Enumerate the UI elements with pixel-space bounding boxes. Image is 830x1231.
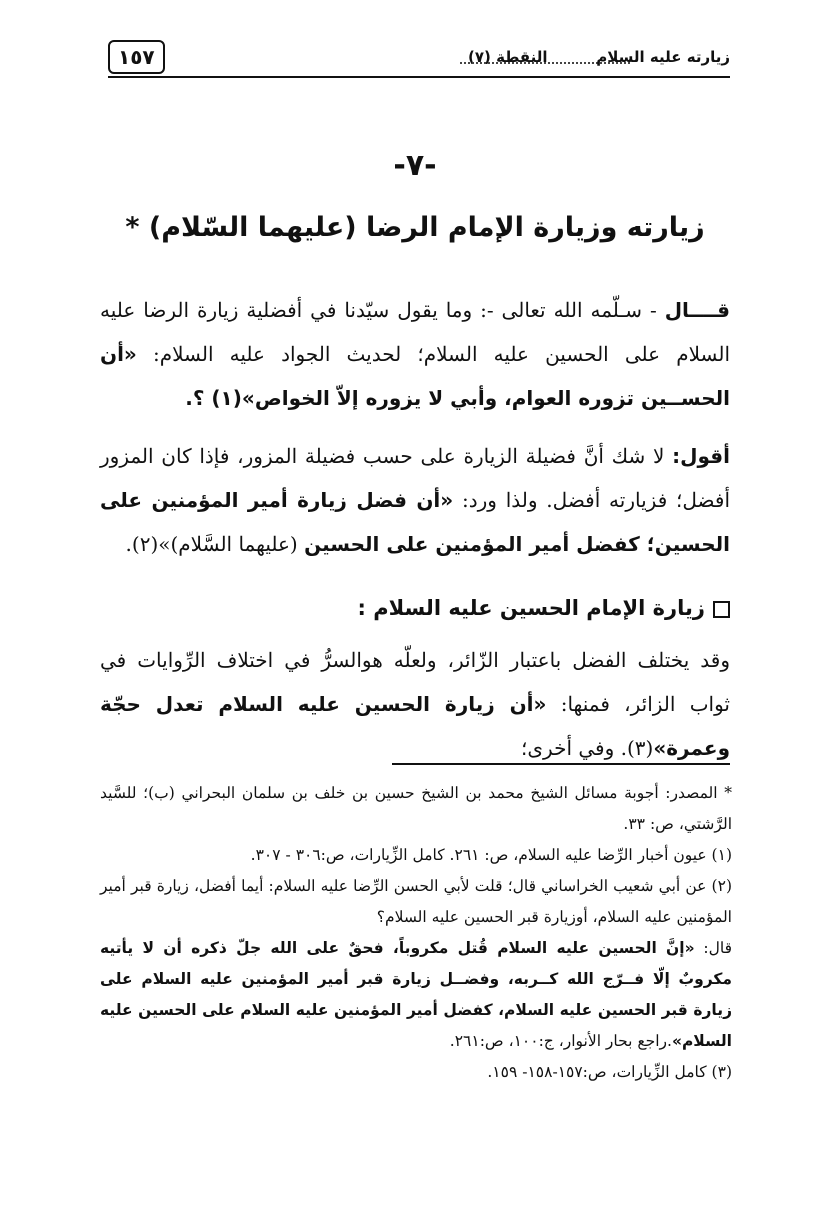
paragraph-text: (٣). وفي أخرى؛ bbox=[521, 736, 654, 760]
hadith-quote: «أن الحســين تزوره العوام، وأبي لا يزوره إلاّ الخواص» bbox=[100, 342, 730, 410]
paragraph-lead: قــــال bbox=[664, 298, 730, 322]
hadith-quote: «أن زيارة الحسين عليه السلام تعدل حجّة وعمرة» bbox=[100, 692, 730, 760]
section-heading-text: زيارة الإمام الحسين عليه السلام : bbox=[357, 596, 705, 620]
paragraph-text: (عليهما السَّلام)»(٢). bbox=[125, 532, 305, 556]
chapter-label: النقطة (٧) bbox=[468, 48, 548, 66]
paragraph-1 bbox=[100, 288, 730, 420]
footnote-1: (١) عيون أخبار الرِّضا عليه السلام، ص: ٢٦١. كامل الزِّيارات، ص:٣٠٦ - ٣٠٧. bbox=[250, 846, 732, 864]
page-number: ١٥٧ bbox=[108, 40, 165, 74]
paragraph-2 bbox=[100, 434, 730, 566]
footnote-3: (٣) كامل الزِّيارات، ص:١٥٧-١٥٨- ١٥٩. bbox=[487, 1063, 732, 1081]
footnote-text: قال: bbox=[694, 939, 733, 957]
footnote-hadith: «إنَّ الحسين عليه السلام قُتل مكروباً، فحقٌ على الله جلّ ذكره أن لا يأتيه مكروبٌ إلّا فــرّج الله كــربه، وفضــل زيارة قبر أمير المؤمنين عليه السلام على زيارة قبر الحسين عليه السلام، كفضل أمير المؤمنين عليه السلام على الحسين عليه السلام» bbox=[100, 939, 732, 1050]
footnote-reference: .راجع بحار الأنوار، ج:١٠٠، ص:٢٦١. bbox=[449, 1032, 672, 1050]
section-heading bbox=[100, 586, 730, 630]
paragraph-text: - سـلّمه الله تعالى -: وما يقول سيّدنا في أفضلية زيارة الرضا عليه السلام على الحسين عليه السلام؛ لحديث الجواد عليه السلام: bbox=[100, 298, 730, 366]
page-header bbox=[108, 40, 730, 78]
body-text bbox=[100, 288, 730, 770]
header-rule bbox=[108, 76, 730, 78]
paragraph-3 bbox=[100, 638, 730, 770]
chapter-number: -٧- bbox=[393, 148, 437, 183]
hadith-quote: «أن فضل زيارة أمير المؤمنين على الحسين؛ كفضل أمير المؤمنين على الحسين bbox=[100, 488, 730, 556]
footnote-rule bbox=[392, 763, 730, 765]
square-bullet-icon bbox=[713, 601, 730, 618]
footnote-2: (٢) عن أبي شعيب الخراساني قال؛ قلت لأبي الحسن الرِّضا عليه السلام: أيما أفضل، زيارة قبر أمير المؤمنين عليه السلام، أوزيارة قبر الحسين عليه السلام؟ bbox=[100, 877, 732, 926]
chapter-title: زيارته وزيارة الإمام الرضا (عليهما السّلام) * bbox=[125, 212, 705, 243]
paragraph-text: لا شك أنَّ فضيلة الزيارة على حسب فضيلة المزور، فإذا كان المزور أفضل؛ فزيارته أفضل. ولذا ورد: bbox=[100, 444, 730, 512]
footnote-source: * المصدر: أجوبة مسائل الشيخ محمد بن الشيخ حسين بن خلف بن سلمان البحراني (ب)؛ للسَّيد الرَّشتي، ص: ٣٣. bbox=[100, 784, 732, 833]
running-title: زيارته عليه السلام bbox=[596, 48, 730, 66]
paragraph-text: (١) ؟. bbox=[185, 386, 242, 410]
paragraph-text: وقد يختلف الفضل باعتبار الزّائر، ولعلّه هوالسرُّ في اختلاف الرِّوايات في ثواب الزائر، فمنها: bbox=[100, 648, 730, 716]
footnotes bbox=[100, 778, 732, 1088]
paragraph-lead: أقول: bbox=[672, 444, 730, 468]
footnote-2-quote bbox=[100, 933, 732, 1057]
